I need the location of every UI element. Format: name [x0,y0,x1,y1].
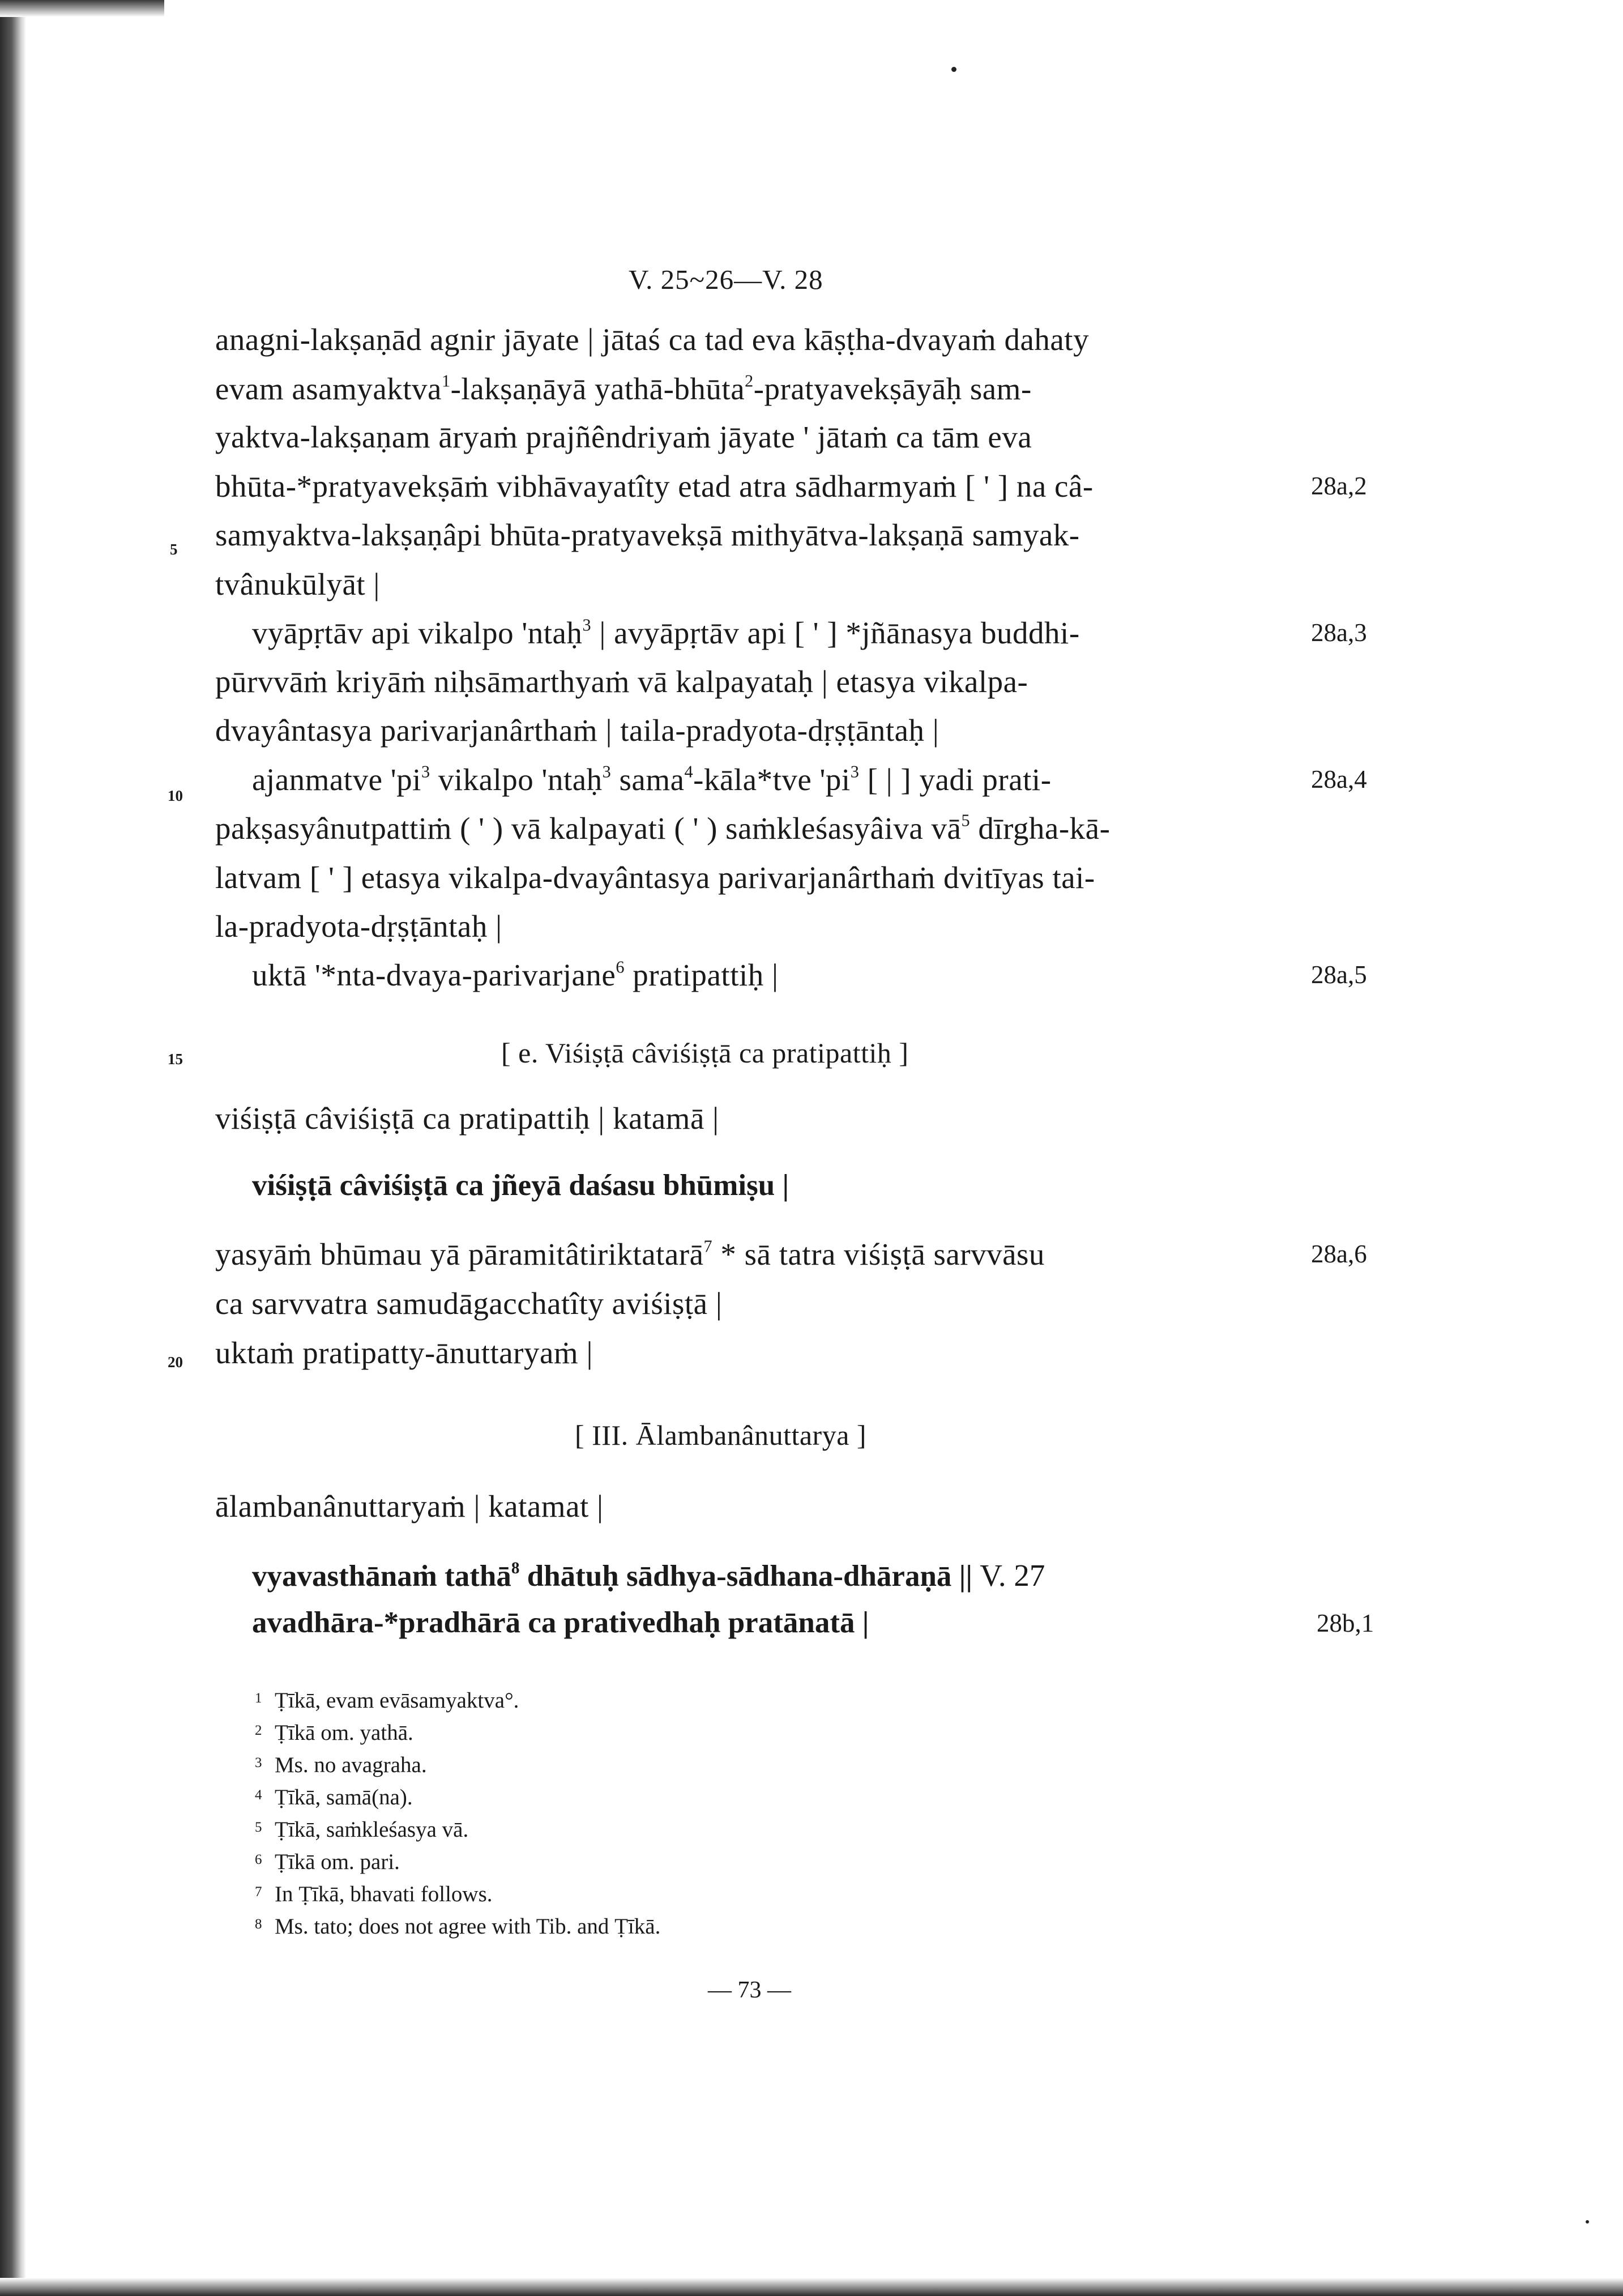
line-number: 20 [168,1354,183,1371]
text-line: viśiṣṭā câviśiṣṭā ca pratipattiḥ | katamā | [215,1101,719,1136]
footnote-ref: 4 [684,762,694,782]
footnote-number: 4 [255,1787,262,1803]
footnote-ref: 3 [850,762,860,782]
footnote-text: Ṭīkā om. yathā. [275,1721,413,1745]
scan-speck [1586,2220,1589,2224]
text-line: ajanmatve '$pi^3$ vikalpo 'ntaḥ$^3$ sama$^4$-kāla*tve '$pi^3$ [ | ] yadi prati- [252,762,1052,797]
running-head: V. 25~26—V. 28 [629,264,823,295]
footnote-number: 5 [255,1820,262,1835]
footnote-number: 6 [255,1852,262,1867]
text-line: anagni-lakṣaṇād agnir jāyate | jātaś ca tad eva kāṣṭha-dvayaṁ dahaty [215,322,1090,357]
text-line: latvam [ ' ] etasya vikalpa-dvayântasya parivarjanârthaṁ dvitīyas tai- [215,860,1095,895]
text-line: pūrvvāṁ kriyāṁ niḥsāmarthyaṁ vā kalpayataḥ | etasya vikalpa- [215,664,1028,699]
text-line: yasyāṁ bhūmau yā pāramitâtiriktatarā$^7$ * sā tatra viśiṣṭā sarvvāsu [215,1236,1045,1271]
text-line: pakṣasyânutpattiṁ ( ' ) vā kalpayati ( ' ) saṁkleśasyâiva $vā^5$ dīrgha-kā- [215,810,1111,846]
text-line: uktaṁ pratipatty-ānuttaryaṁ | [215,1335,593,1370]
folio-ref: 28a,4 [1311,765,1367,793]
section-heading: [ e. Viśiṣṭā câviśiṣṭā ca pratipattiḥ ] [501,1037,909,1069]
footnote-ref: 8 [511,1559,520,1578]
verse-line: vyavasthānaṁ tathā$^8$ dhātuḥ sādhya-sādhana-dhāraṇā || V. 27 [252,1558,1045,1593]
text-line: samyaktva-lakṣaṇâpi bhūta-pratyavekṣā mithyātva-lakṣaṇā samyak- [215,518,1080,552]
binding-shadow [0,0,26,2296]
binding-top-shadow [0,0,164,17]
text-line: ālambanânuttaryaṁ | katamat | [215,1489,604,1523]
footnote-ref: 5 [961,810,971,830]
folio-ref: 28b,1 [1317,1609,1374,1637]
footnote-number: 7 [255,1884,262,1900]
folio-ref: 28a,2 [1311,472,1367,500]
text-line: vyāpṛtāv api vikalpo 'ntaḥ$^3$ | avyāpṛtāv api [ ' ] *jñānasya buddhi- [252,615,1080,650]
page-number: — 73 — [708,1977,791,2003]
footnote-number: 3 [255,1755,262,1770]
bottom-edge-shadow [0,2278,1623,2296]
text-line: bhūta-*pratyavekṣāṁ vibhāvayatîty etad atra sādharmyaṁ [ ' ] na câ- [215,469,1094,503]
verse-line: viśiṣṭā câviśiṣṭā ca jñeyā daśasu bhūmiṣu | [252,1169,789,1202]
verse-line: avadhāra-*pradhārā ca prativedhaḥ pratānatā | [252,1606,869,1639]
footnote-text: Ms. tato; does not agree with Tib. and Ṭīkā. [275,1914,661,1939]
text-line: dvayântasya parivarjanârthaṁ | taila-pradyota-dṛṣṭāntaḥ | [215,713,939,748]
line-number: 10 [168,787,183,804]
text-line: tvânukūlyāt | [215,567,380,601]
folio-ref: 28a,5 [1311,961,1367,989]
text-line: la-pradyota-dṛṣṭāntaḥ | [215,909,502,944]
footnote-ref: 3 [421,762,430,782]
line-number: 5 [170,541,178,558]
scan-speck [951,67,956,72]
footnote-text: Ṭīkā, evam evāsamyaktva°. [275,1688,519,1713]
footnote-text: In Ṭīkā, bhavati follows. [275,1882,493,1906]
footnote-text: Ṭīkā, samā(na). [275,1785,413,1810]
folio-ref: 28a,3 [1311,618,1367,647]
footnote-ref: 3 [582,615,592,635]
footnote-ref: 7 [703,1236,713,1256]
footnote-number: 8 [255,1917,262,1932]
line-number: 15 [168,1051,183,1068]
footnote-ref: 2 [745,371,754,391]
footnote-number: 2 [255,1723,262,1738]
text-line: yaktva-lakṣaṇam āryaṁ prajñêndriyaṁ jāyate ' jātaṁ ca tām eva [215,420,1032,454]
text-line: evam asamyaktva$^1$-lakṣaṇāyā yathā-bhūta$^2$-pratyavekṣāyāḥ sam- [215,371,1032,406]
text-line: ca sarvvatra samudāgacchatîty aviśiṣṭā | [215,1286,723,1321]
text-line: uktā '*nta-dvaya-parivarjane$^6$ pratipattiḥ | [252,957,779,992]
footnote-number: 1 [255,1691,262,1706]
footnote-ref: 6 [616,957,625,977]
footnote-text: Ṭīkā om. pari. [275,1850,400,1874]
footnote-ref: 3 [602,762,612,782]
verse-number: V. 27 [980,1558,1045,1593]
footnote-text: Ṭīkā, saṁkleśasya vā. [275,1817,469,1842]
folio-ref: 28a,6 [1311,1240,1367,1268]
footnote-text: Ms. no avagraha. [275,1753,427,1777]
footnote-ref: 1 [441,371,451,391]
section-heading: [ III. Ālambanânuttarya ] [575,1419,867,1451]
